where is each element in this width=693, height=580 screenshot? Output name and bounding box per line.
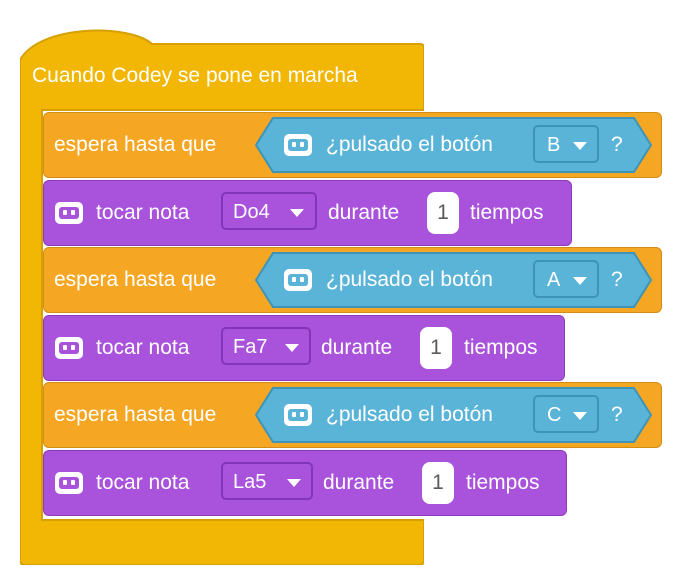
- during-label: durante: [321, 336, 393, 359]
- button-value: B: [547, 134, 561, 156]
- hat-label: Cuando Codey se pone en marcha: [32, 64, 358, 87]
- beats-unit-label: tiempos: [470, 201, 544, 224]
- button-dropdown[interactable]: [533, 125, 599, 163]
- condition-label: ¿pulsado el botón: [326, 403, 493, 426]
- codey-robot-icon: [283, 265, 313, 295]
- button-dropdown[interactable]: [533, 395, 599, 433]
- note-value: Fa7: [233, 336, 268, 358]
- condition-label: ¿pulsado el botón: [326, 268, 493, 291]
- condition-suffix: ?: [611, 268, 623, 291]
- chevron-down-icon: [287, 479, 301, 487]
- chevron-down-icon: [573, 142, 587, 150]
- button-dropdown[interactable]: [533, 260, 599, 298]
- codey-robot-icon: [54, 333, 84, 363]
- chevron-down-icon: [573, 412, 587, 420]
- chevron-down-icon: [285, 344, 299, 352]
- button-value: C: [547, 404, 562, 426]
- chevron-down-icon: [573, 277, 587, 285]
- codey-robot-icon: [54, 198, 84, 228]
- beats-input[interactable]: 1: [420, 327, 452, 369]
- chevron-down-icon: [290, 209, 304, 217]
- note-value: La5: [233, 471, 267, 493]
- note-dropdown[interactable]: [221, 327, 311, 365]
- button-value: A: [547, 269, 561, 291]
- condition-label: ¿pulsado el botón: [326, 133, 493, 156]
- codey-robot-icon: [283, 400, 313, 430]
- condition-suffix: ?: [611, 403, 623, 426]
- play-note-label: tocar nota: [96, 336, 190, 359]
- note-value: Do4: [233, 201, 270, 223]
- beats-unit-label: tiempos: [464, 336, 538, 359]
- note-dropdown[interactable]: [221, 462, 313, 500]
- beats-input[interactable]: 1: [422, 462, 454, 504]
- play-note-label: tocar nota: [96, 201, 190, 224]
- condition-suffix: ?: [611, 133, 623, 156]
- codey-robot-icon: [54, 468, 84, 498]
- play-note-label: tocar nota: [96, 471, 190, 494]
- during-label: durante: [323, 471, 395, 494]
- note-dropdown[interactable]: [221, 192, 317, 230]
- wait-label: espera hasta que: [54, 268, 217, 291]
- wait-label: espera hasta que: [54, 403, 217, 426]
- beats-input[interactable]: 1: [427, 192, 459, 234]
- beats-unit-label: tiempos: [466, 471, 540, 494]
- wait-label: espera hasta que: [54, 133, 217, 156]
- codey-robot-icon: [283, 130, 313, 160]
- during-label: durante: [328, 201, 400, 224]
